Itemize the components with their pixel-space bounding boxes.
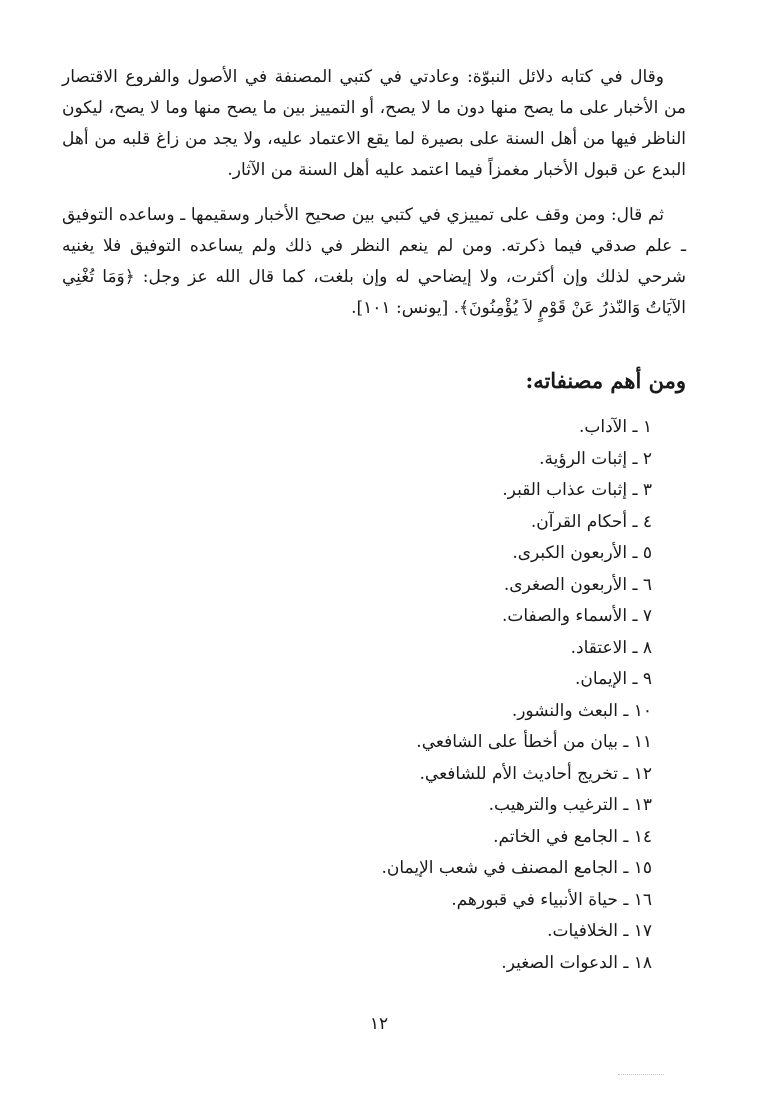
list-item: ١١ ـ بيان من أخطأ على الشافعي.	[416, 732, 652, 752]
paragraph-dalail: وقال في كتابه دلائل النبوّة: وعادتي في كتبي المصنفة في الأصول والفروع الاقتصار من الأخبار على ما يصح منها دون ما لا يصح، أو التمييز بين ما يصح منها وما لا يصح، ليكون الناظر فيها من أهل السنة على بصيرة لما يقع الاعتماد عليه، ولا يجد من زاغ قلبه من أهل البدع عن قبول الأخبار مغمزاً فيما اعتمد عليه أهل السنة من الآثار.	[62, 67, 686, 180]
list-item: ٣ ـ إثبات عذاب القبر.	[502, 480, 652, 500]
list-item: ٢ ـ إثبات الرؤية.	[539, 448, 652, 469]
list-item: ٤ ـ أحكام القرآن.	[530, 511, 652, 532]
list-item: ١٧ ـ الخلافيات.	[547, 921, 652, 941]
paragraph-tamyiz: ثم قال: ومن وقف على تمييزي في كتبي بين صحيح الأخبار وسقيمها ـ وساعده التوفيق ـ علم صدقي فيما ذكرته. ومن لم ينعم النظر في ذلك ولم يساعده التوفيق فلا يغنيه شرحي لذلك وإن أكثرت، ولا إيضاحي له وإن بلغت، كما قال الله عز وجل: ﴿وَمَا تُغْنِي الآيَاتُ وَالنّذرُ عَنْ قَوْمٍ لاَ يُؤْمِنُونَ﴾. [يونس: ١٠١].	[62, 205, 686, 318]
scan-speck-mark	[618, 1074, 664, 1076]
section-heading: ومن أهم مصنفاته:	[525, 368, 686, 393]
list-item: ١٠ ـ البعث والنشور.	[511, 700, 652, 721]
list-item: ١ ـ الآداب.	[578, 417, 652, 437]
works-list	[62, 412, 686, 979]
list-item: ١٦ ـ حياة الأنبياء في قبورهم.	[451, 889, 652, 910]
list-item: ٨ ـ الاعتقاد.	[570, 637, 652, 658]
list-item: ١٨ ـ الدعوات الصغير.	[501, 952, 652, 973]
list-item: ٩ ـ الإيمان.	[575, 669, 652, 689]
list-item: ٧ ـ الأسماء والصفات.	[501, 606, 652, 626]
list-item: ١٢ ـ تخريج أحاديث الأم للشافعي.	[419, 763, 652, 784]
page-body	[62, 62, 686, 979]
page-number: ١٢	[369, 1014, 389, 1034]
list-item: ١٣ ـ الترغيب والترهيب.	[488, 795, 652, 815]
list-item: ١٥ ـ الجامع المصنف في شعب الإيمان.	[381, 858, 652, 878]
list-item: ٦ ـ الأربعون الصغرى.	[503, 574, 652, 595]
list-item: ٥ ـ الأربعون الكبرى.	[512, 543, 652, 563]
list-item: ١٤ ـ الجامع في الخاتم.	[493, 826, 652, 847]
